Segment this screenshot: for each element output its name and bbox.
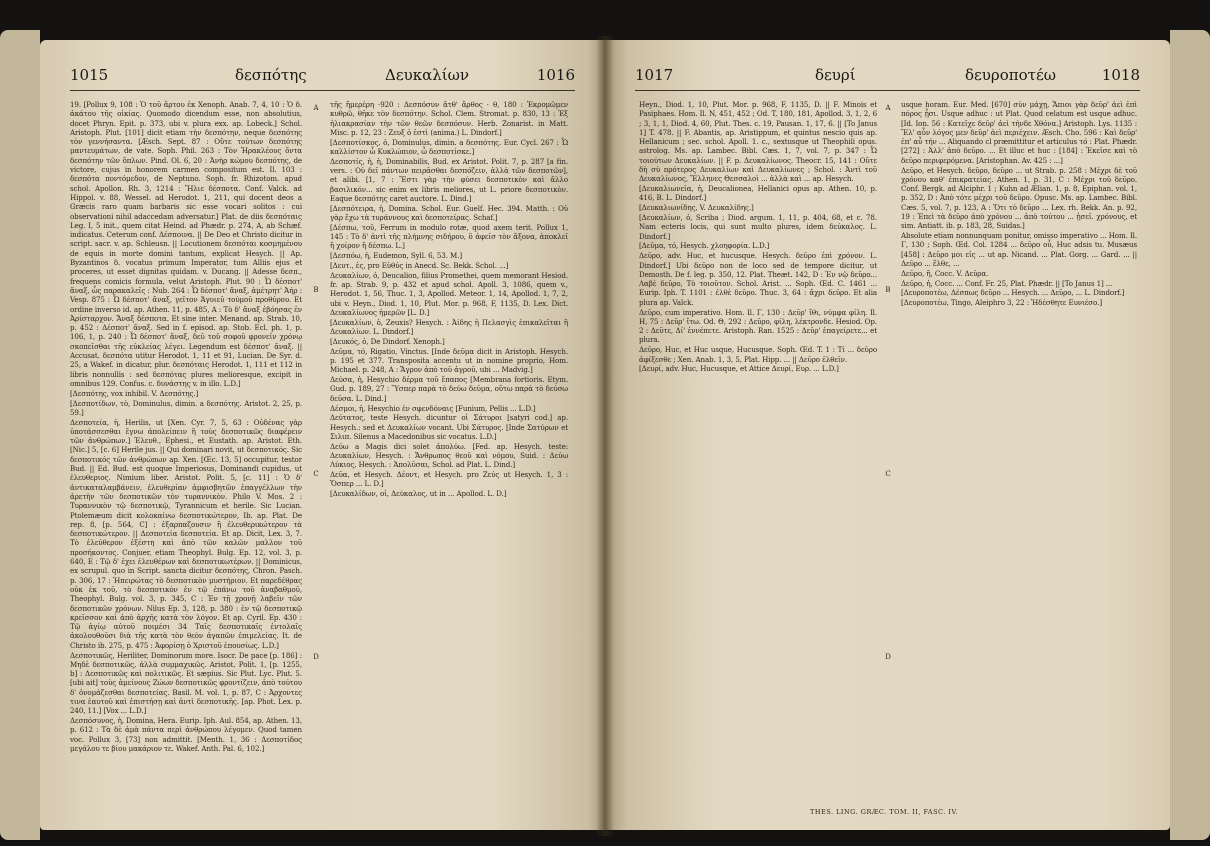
margin-letter: A (313, 104, 319, 112)
entry-text: Δέσμοι, ἡ, Hesychio ἐν σφενδόναις [Funium, Pellis ... L.D.] (330, 403, 536, 413)
entry-text: Δεῦα, et Hesych. Δέοντ, et Hesych. pro Ζεύς ut Hesych. 1, 3 : Ὅσπερ ... L. D.] (330, 470, 568, 489)
entry-text: 19. [Pollux 9, 108 : Ὁ τοῦ ἄρτου ἐκ Xenoph. Anab. 7, 4, 10 : Ὁ δ. ἀκάτου τῆς οἰκίας. Quomodo dicendum esse, non absolutius, docet Phryn. Epit. p. 373, ubi v. plura exx. ap. Lobeck.] Schol. Aristoph. Plut. [101] dicit etiam τὴν δεσπότην, neque δεσπότης τὸν γεννήσαντα. [Æsch. Sept. 87 : Οὔτε τούτων δεσπότης μαντευμάτων, de vate. Soph. Phil. 263 : Τὸν Ἡρακλέους ὄντα δεσπότην τῶν ὅπλων. Pind. Ol. 6, 20 : Ἀνὴρ κώμου δεσπότης, de victore, cujus in honorem carmen compositum est. Il. 103 : δεσπότα ποντόμεδον, de Neptuno. Soph. fr. Rhizotom. apud schol. Apollon. Rh. 3, 1214 : Ἥλιε δέσποτα. Conf. Valck. ad Hippol. v. 88, Wessel. ad Herodot. 1, 211, qui docent deos a Græcis raro quam barbaris sic esse vocari solitos : cui observationi nihil adaccedam adversatur.] Plat. de diis δεσπόταις Leg. I, 5 init., quem citat Heind. ad Phædr. p. 274, A, ab Schæf. indicatus. Ceterum conf. Δέσποινα. || De Deo et Christo dicitur in script. sacr. v. ap. Schleusn. || Locutionem δεσπόται κοσμημένου de equis in morte domini tantum, explicat Hesych. || Ap. Byzantinos δ. vocatus primum Imperator, tum Alliis ejus et proceres, ut esset dignitas quidam. v. Ducang. || Adesse δεσπ., frequens comicis formula, velut Aristoph. Plut. 90 : Ὦ δέσποτ' ἄναξ, ὦς παρακαλεῖς : Nub. 264 : Ὦ δέσποτ' ἄναξ, ἀμέτρητ' Ἀήρ : Vesp. 875 : Ὦ δέσποτ' ἄναξ, γεῖτον Ἀγυιεῦ τούμοῦ προθύρου. Et ordine inverso id. ap. Athen. 11, p. 485, A : Τὸ δ' ἄναξ ἐβόησας ἐν Ἀρίσταρχον. Ἄναξ δέσποτα. Et sine inter. Menand. ap. Strab. 10, p. 452 : Δέσποτ' ἄναξ. Sed in f. episod. ap. Stob. Ecl. ph. 1, p. 106, 1, p. 240 : Ὦ δέσποτ' ἄναξ, δεῦ τοῦ σοφοῦ φρονεῖν χρόνῳ σκοπεῖσθαι τῆς εὐκλείας λέγει. Legendum est δέσποτ' ἄναξ. || Accusat. δεσπότα utitur Herodot. 1, 11 et 91, Lucian. De Syr. d. 25, a Wakef. in dicatur, plur. δεσπόταις Herodot. 1, 111 et 112 in libris nonnullis : sed δεσπότας plures melioresque, excipit in omnibus 129. Confus. c. δυνάστης v. in illo. L.D.] (70, 100, 302, 388)
signature-footer: THES. LING. GRÆC. TOM. II, FASC. IV. (810, 808, 959, 816)
entry-text: Δεσποτικῶς, Heriliter, Dominorum more. Isocr. De pace [p. 186] : Μηδὲ δεσποτικῶς, ἀλλὰ συμμαχικῶς. Aristot. Polit. 1, [p. 1255, b] : Δεσποτικῶς καὶ πολιτικῶς. Et sæpius. Sic Plut. Lyc. Plut. 5. [ubi ait] τοὺς ἀμείνους Ζώων δεσποτικῶς φροντίζειν, ἀπὸ τούτου δ' ὀνομάζεσθαι δεσποτείας. Basil. M. vol. 1, p. 87, C : Ἀρχοντες τινα ἑαυτοῦ καὶ ἐπιστήσῃ καὶ ἀντὶ δεσποτικῆς. [ap. Phot. Lex. p. 240, 11.] [Vox ... L.D.] (70, 650, 302, 716)
entry-text: Δεσποτεία, ἡ, Herilis, ut [Xen. Cyr. 7, 5, 63 : Οὐδένας γὰρ ὑποτάσσεσθαι ἔγνω ἀπολείπειν ἢ τοὺς δεσποτικῶς διαφέρειν τῶν ἀνθρώπων.] Ἐλευθ., Ephesi., et Eustath. ap. Aristot. Eth. [Nic.] 5, [c. 6] Herile jus. || Qui dominari novit, ut δεσποτικός. Sic δεσποτικός τῶν ἀνθρώπων ap. Xen. [Œc. 13, 5] occupitur, testor Bud. || Ed. Bud. est quoque Imperiosus, Dominandi cupidus, ut ἐλευθεριος. Nimium liber. Aristot. Polit. 5, [c. 11] : Ὁ δ' ἀντικαταλαμβάνειν, ἐλευθερίαν ἀμφισβητῶν ἐπαγγέλλων τὴν ἀρετὴν τῶν δεσποτικῶν τὸν τυραννικὸν. Philo V. Mos. 2 : Τυραννικὸν τῷ δεσποτικῷ, Tyrannicum et herile. Sic Lucian. Ptolemæum dicit κολοκαίνω δεσποτικώτερον, Ib. ap. Plat. De rep. 8, [p. 564, C] : ἐξαρπαζουσιν ἢ ἐλευθερικώτερον τὰ δεσποτικώτερον. || Δεσποτεία δεσποτεία. Et ap. Dicit, Lex. 3, 7. Tὸ ἐλεύθερον ἐξέστη καὶ ἀπὸ τῶν καλῶν μαλλον τοῦ προσήκοντος. Conjuer, etiam Theophyl. Bulg. Ep. 12, vol. 3, p. 640, E : Τῷ δ' ἐχει ἐλευθέρων καὶ δεσποτικωτέρων. || Dominicus, ex scrupul. quo in Script. sancta dicitur δεσπότης, Chron. Pasch. p. 306, 17 : Ἠπειρώτας τὸ δεσποτικὸν μυστήριον. Et παρεδέθρας οὐκ ἐκ τοῦ, τὸ δεσποτικὸν ἐν τῷ ἐπάνω τοῦ ἀναβαθμοῦ, Theophyl. Bulg. vol. 3, p. 345, C : Ἐν τῇ χρονῇ λαβεῖν τῶν δεσποτικῶν χρόνων. Nilus Ep. 3, 128, p. 380 : ἐν τῷ δεσποτικῷ κρεῖσσον καὶ ἀπὸ ἀρχῆς κατὰ τὸν λόγον. Et ap. Cyril. Ep. 430 : Τῷ ἁγίῳ αὐτοῦ ποιμέσι 34 Ταῖς δεσποτικαῖς ἐντολαῖς ἀκολουθοῦσι διὰ τῆς κατὰ τὸν θεὸν ἀγαπῶν ἐπιμελείας. It. de Christo ib. 275, p. 475 : Ἀφορίσῃ ὁ Χριστοῦ ἐπουσίως. L.D.] (70, 417, 302, 650)
header-rule (635, 90, 1140, 91)
entry-text: Δεῦρο, Huc, et Huc usque, Hucusque. Soph. Œd. T. 1 : Τί ... δεῦρο ἀφίξεσθε ; Xen. Anab. 1, 3, 5, Plat. Hipp. ... || Δεῦρο ἐλθεῖν. (639, 345, 877, 364)
entry-text: [Δευροποτέω, Tingo, Aleiphro 3, 22 : Ἠδέσθητε Ευνιέσο.] (901, 298, 1103, 308)
entry-text: usque horam. Eur. Med. [670] σὺν μάχῃ, Ἄπιοι γὰρ δεῦρ' ἀεὶ ἐπὶ πόρος ᾖσι. Usque adhuc : ut Plat. Quod celatum est usque adhuc. [Id. Ion. 56 : Κατεῖχε δεῦρ' ἀεὶ τήνδε Χθόνα.] Aristoph. Lys. 1135 : Ἕλ' αὖν λόγος μεν δεῦρ' ἀεὶ περιέχειν. Æsch. Cho. 596 : Καὶ δεῦρ' ἐπ' αὖ τήν ... Aliquando cl præmittitur et articulus τό : Plat. Phædr. [272] : Ἀλλ' ἀπὸ δεῦρο. ... Et illuc et huc : [184] : Ἐκεῖσε καὶ τὸ δεῦρο περιφερόμενα. [Aristophan. Av. 425 : ...] (901, 100, 1137, 165)
running-headword: δεσπότης (235, 66, 307, 84)
entry-text: [Δέσπω, τοῦ, Ferrum in modulo rotæ, quod axem terit. Pollux 1, 145 : Τὸ δ' ἀντὶ τῆς πλήμνης σιδήρου, ὃ ἀφεῖσ τὸν ἄξονα, ἀποκλεῖ ἢ χοίρον ἢ δέσπω. L.] (330, 222, 568, 251)
margin-letters (309, 100, 323, 812)
header-rule (70, 90, 575, 91)
book-edge-right (1170, 30, 1210, 840)
book-edge-left (0, 30, 40, 840)
entry-text: [Δευκαλιωνεῖα, ἡ, Deucalionea, Hellanici opus ap. Athen. 10, p. 416, B. L. Dindorf.] (639, 184, 877, 203)
entry-text: Heyn., Diod. 1, 10, Plut. Mor. p. 968, F, 1135, D. || F. Minois et Pasiphaes. Hom. Il. N, 451, 452 ; Od. T, 180, 181, Apollod. 3, 1, 2, 6 ; 3, 1, 1, Diod. 4, 60, Plut. Thes. c. 19, Pausan. 1, 17, 6. || [To Janus 1] T. 478. || F. Abantis, ap. Aristippum, et quintus nescio quis ap. Hellanicum ; sec. schol. Apoll. 1. c., sextusque ut Theophili opus. astrolog. Ms. ap. Lambec. Bibl. Cæs. 1, 7, vol. 7, p. 347 : Ὦ τοιούτων Δευκαλίων. || F. p. Δευκαλίωνος. Theocr. 15, 141 : Οὔτε δὴ σὺ πρότερος Δευκαλίων καὶ Δευκαλίωνες ; Schol. : Ἀντὶ τοῦ Δευκαλίωνος, Ἕλληνες Θεσσαλοὶ ... ἀλλὰ καὶ ... ap. Hesych. (639, 100, 877, 184)
entry-text: [Δευκαλίων, ὁ, Scriba ; Diod. argum. 1, 11, p. 404, 68, et c. 78. Nam ecteris locis, qui sunt multo plures, idem δεύκαλος. L. Dindorf.] (639, 213, 877, 241)
entry-text: Absolute etiam nonnunquam ponitur, omisso imperativo ... Hom. Il. Γ, 130 ; Soph. Œd. Col. 1284 ... δεῦρο οὖ, Huc adsis tu. Musæus [458] : Δεῦρο μοι εἰς ... ut ap. Nicand. ... Plat. Gorg. ... Gard. ... || Δεῦρο ... ἔλθε, ... (901, 231, 1137, 269)
entry-text: Δεῦρο, cum imperativo. Hom. Il. Γ, 130 : Δεῦρ' ἴθι, νύμφα φίλη. Il. Η, 75 : Δεῦρ' ἴτω. Od. Θ, 292 : Δεῦρο, φίλη, λέκτρονδε. Hesiod. Op. 2 : Δεῦτε, Δί' ἐννέπετε. Aristoph. Ran. 1525 : Δεῦρ' ἐπαγείρετε... et plura. (639, 307, 877, 345)
page-number: 1018 (1101, 66, 1140, 84)
entry-text: [Δευρί, adv. Huc, Hucusque, et Attice Δευρί, Ευρ. ... L.D.] (639, 364, 839, 374)
page-number: 1017 (635, 66, 674, 84)
entry-text: [Δευκαλίων, ὁ, Zeuxis? Hesych. : Ἀίδης ἡ Πελασγὶς ἐπικαλεῖται ἢ Δευκαλίων. L. Dindorf.] (330, 317, 568, 337)
running-headword: δευρί (815, 66, 856, 84)
entry-text: [Δευκαλίδων, οἱ, Δεύκαλος, ut in ... Apollod. L. D.] (330, 489, 507, 499)
margin-letter: C (885, 470, 891, 478)
entry-text: Δεύω a Magis dici solet ἀπολύω. [Fed. ap. Hesych. teste: Δευκαλίων, Hesych. : Ἄνθρωπος θεοῦ καὶ νόμου, Suid. : Δεύω Λύκιος, Hesych. : Ἀπολῦσαι, Schol. ad Plat. L. Dind.] (330, 441, 568, 470)
entry-text: τῆς ἥμερέρη ·920 : Δεσπόσυν ἄτθ' ἄρθος · θ, 180 : Ἐκρομῶμεν κυθρῶ, θῆκε τὸν δεσπότην. Schol. Clem. Stromat. p. 830, 13 : Ἐξ ἡλιακρασίαν τὴν τῶν θεῶν δεσπόσυν. Herb. Zonarist. in Matt. Misc. p. 12, 23 : Ζευξ ὁ ἐστὶ (anima.) L. Dindorf.] (330, 100, 568, 137)
entry-text: Δεύσα, ἡ, Hesychio δέρμα τοῦ ἔπαπος [Membrana fortioris. Etym. Gud. p. 189, 27 : Ὕσπερ παρὰ τὸ δεύω δεῦμα, οὕτω παρὰ τὸ δεύσω δεῦσα. L. Dind.] (330, 375, 568, 403)
left-page-header (70, 66, 575, 96)
margin-letter: C (313, 470, 319, 478)
entry-text: [Δεῦμα, τό, Hesych. χλοηφορία. L.D.] (639, 241, 770, 251)
entry-text: Δεσπόσυνος, ἡ, Domina, Hera. Eurip. Iph. Aul. 854, ap. Athen. 13, p. 612 : Τὰ δὲ ἀμὰ πάντα περὶ ἀνθρώπου λέγομεν. Quod tamen voc. Pollux 3, [73] non admittit. [Menth. 1, 36 : Δεσποτίδος μεγάλου τε βίου μακάριον τε. Wakef. Anth. Pal. 6, 102.] (70, 716, 302, 753)
entry-text: Δεῦρο, ἡ, Cocc. ... Conf. Fr. 25, Plat. Phædr. || [To Janus 1] ... (901, 278, 1113, 288)
running-headword: Δευκαλίων (385, 66, 469, 84)
margin-letter: D (313, 653, 319, 661)
page-number: 1015 (70, 66, 109, 84)
entry-text: [Δευκός, ὁ, De Dindorf. Xenoph.] (330, 336, 445, 346)
entry-text: Δεῦρο, ἤ, Cocc. V. Δεῦρα. (901, 268, 989, 278)
page-number: 1016 (536, 66, 575, 84)
margin-letter: A (885, 104, 891, 112)
entry-text: [Δεσπόω, ἡ, Eudemon, Syll. 6, 53. M.] (330, 251, 463, 261)
left-page (40, 40, 605, 830)
column-3 (639, 100, 877, 812)
right-page (605, 40, 1170, 830)
right-page-header (635, 66, 1140, 96)
entry-text: Δεῦρο, adv. Huc, et hucusque. Hesych. δεῦρο ἐπὶ χρόνον. L. Dindorf.] Ubi δεῦρο non de loco sed de tempore dicitur, ut Demosth. De f. leg. p. 350, 12. Plat. Theæt. 142, D : Ἐν νῷ δεῦρο... Λαβὲ δεῦρο, Τὸ τοιοῦτον. Schol. Arist. ... Soph. Œd. C. 1461 ... Eurip. Iph. T. 1101 : ἐλθὲ δεῦρο. Thuc. 3, 64 : ἄχρι δεῦρο. Et alia plura ap. Valck. (639, 251, 877, 307)
column-1 (70, 100, 302, 812)
entry-text: Δεύτατος, teste Hesych. dicuntur οἱ Σάτυροι [satyri cod.] ap. Hesych.: sed et Δευκαλίων vocant. Ubi Σάτυρος. [Inde Σατύρων et Σιλιπ. Silenus a Macedonibus sic vocatus. L.D.] (330, 413, 568, 441)
entry-text: [Δευροποτέω, Δέσπως δεῦρο ... Hesych. ... Δεῦρο, ... L. Dindorf.] (901, 288, 1125, 298)
book-gutter (596, 36, 614, 836)
entry-text: [Δεσπότης, vox inhibil. V. Δεσπότης.] (70, 388, 199, 398)
column-2 (330, 100, 568, 812)
entry-text: [Δευκαλιωνίδης, V. Δευκαλίδης.] (639, 203, 754, 213)
margin-letters (881, 100, 895, 812)
column-4 (901, 100, 1137, 812)
entry-text: Δευκαλίων, ὁ, Deucalion, filius Promethei, quem memorant Hesiod. fr. ap. Strab. 9, p. 432 et apud schol. Apoll. 3, 1086, quem v., Herodot. 1, 56, Thuc. 1, 3, Apollod. Meteor. 1, 14, Apollod. 1, 7, 2, ubi v. Heyn., Diod. 1, 10, Plut. Mor. p. 968, F, 1135, D. Lex. Dict. Δευκαλίωνος ἡμερῶν [L. D.] (330, 270, 568, 318)
entry-text: Δεῦρο, et Hesych. δεῦρο, δεῦρο ... ut Strab. p. 258 : Μέχρι δὲ τοῦ χρόνου καθ' ἐπικρατείας. Athen. 1, p. 31, C : Μέχρι τοῦ δεῦρο. Conf. Bergk. ad Alciphr. 1 ; Kuhn ad Ælian. 1, p. 8, Epiphan. vol. 1, p. 352, D : Ἀπὸ τότε μέχρι τοῦ δεῦρο. Opusc. Ms. ap. Lambec. Bibl. Cæs. 5, vol. 7, p. 123, A : Ὅτι τὸ δεῦρο ... Lex. rh. Bekk. An. p. 92, 19 : Ἐπεὶ τὰ δεῦρο ἀπὸ χρόνου ... ἀπὸ τούτου ... ᾐσεῖ. χρόνους, et sim. Antiatt. ib. p. 183, 28, Suidas.] (901, 165, 1137, 231)
margin-letter: B (313, 286, 319, 294)
entry-text: [Δευτ., ἐς, pro Εὐθύς in Anecd. Sc. Bekk. Schol. ...] (330, 261, 509, 271)
running-headword: δευροποτέω (965, 66, 1056, 84)
entry-text: [Δεσποτίσκος, ὁ, Dominulus, dimin. a δεσπότης. Eur. Cycl. 267 : Ὦ καλλίστον ὦ Κυκλώπιον, ὦ δεσποτίσκε.] (330, 137, 568, 156)
entry-text: Δεσποτίς, ἡ, ἡ, Dominabilis, Bud. ex Aristot. Polit. 7, p. 287 [a fin. vers. : Οὐ δεῖ πάντων πειρᾶσθαι δεσπόζειν, ἀλλὰ τῶν δεσποτῶν], et alibi. [1, 7 : Ἔστι γὰρ τὴν φύσει δεσποτικὸν καὶ ἄλλο βασιλικόν... sic enim ex libris meliores, ut L. priore δεσποτικὸν. Eaque δεσπότης caret auctore. L. Dind.] (330, 156, 568, 203)
entry-text: [Δεσπότειρα, ἡ, Domina. Schol. Eur. Guelf. Hec. 394. Matth. : Οὐ γὰρ ἔχω τὰ τυράννους καὶ δεσποτείρας. Schaf.] (330, 203, 568, 223)
margin-letter: B (885, 286, 891, 294)
entry-text: [Δεσποτίδων, τὸ, Dominulus, dimin. a δεσπότης. Aristot. 2, 25, p. 59.] (70, 398, 302, 417)
entry-text: Δεῦμα, τό, Rigatio, Vinctus. [Inde δεῦμα dicit in Aristoph. Hesych. p. 195 et 377. Transposita accentu ut in nomine proprio, Hom. Michael. p. 248, A : Ἄγρον ἀπὸ τοῦ ἀγροῦ, ubi ... Madvig.] (330, 346, 568, 375)
margin-letter: D (885, 653, 891, 661)
